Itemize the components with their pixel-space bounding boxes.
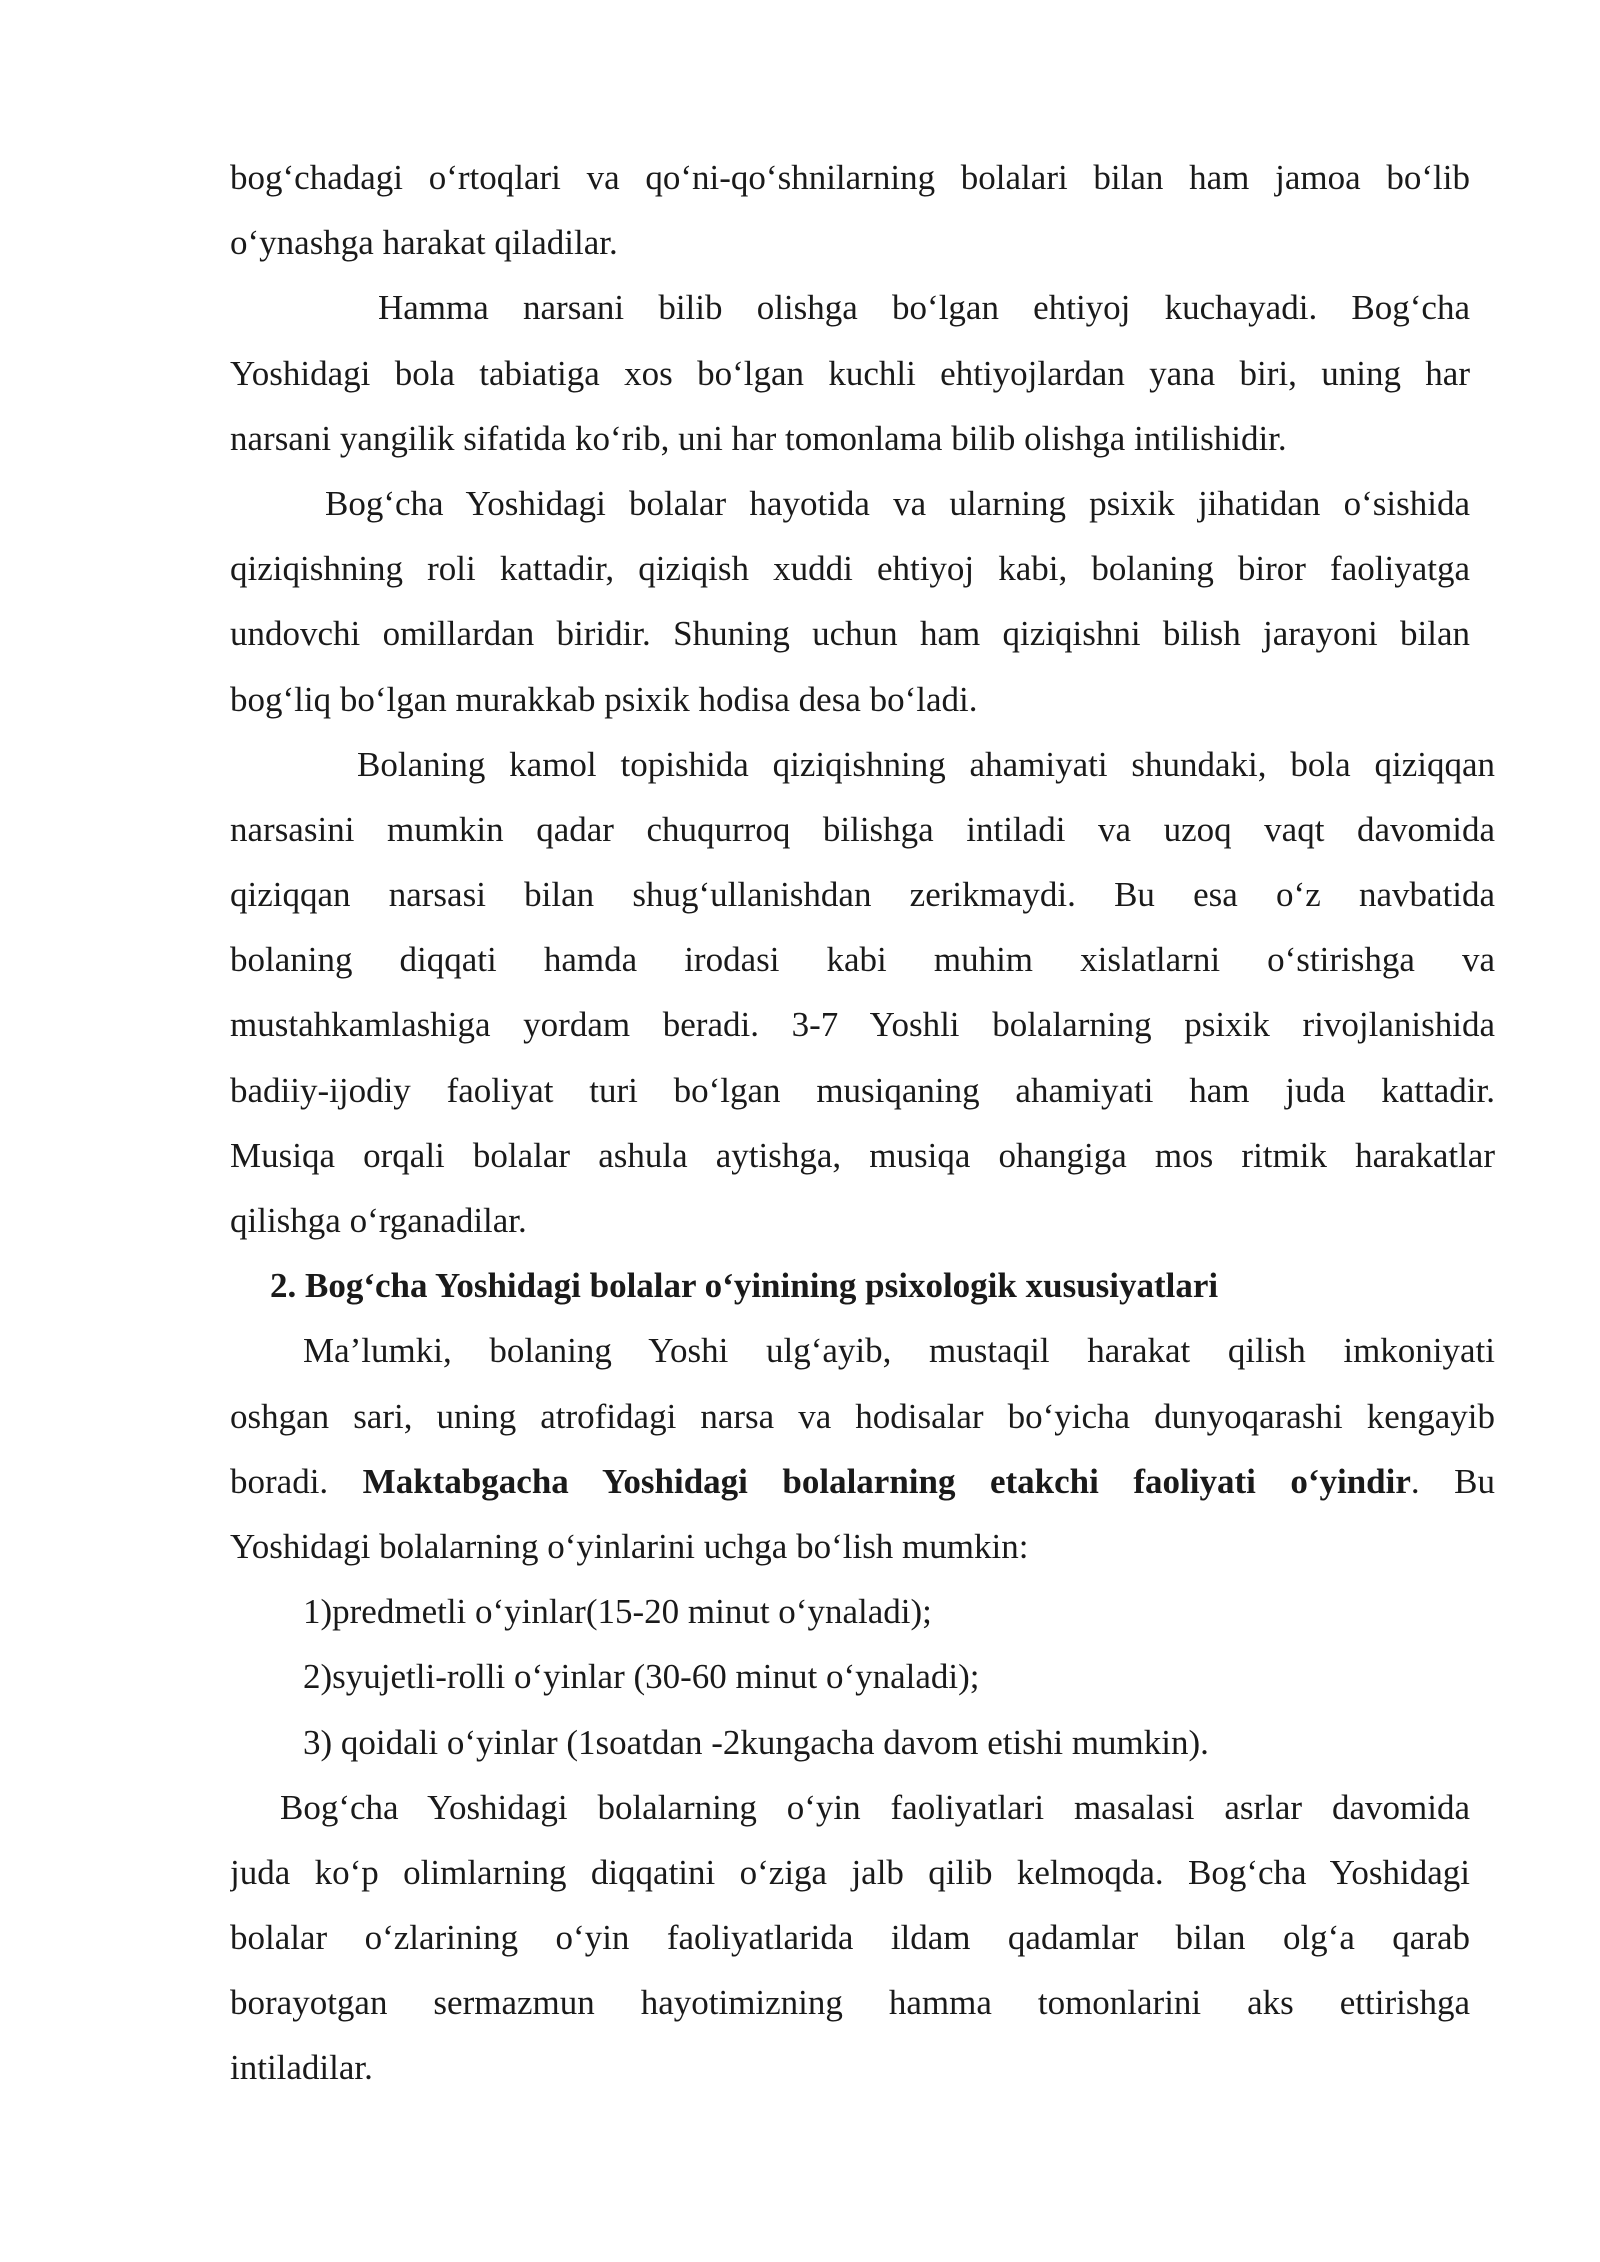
text-line: Yoshidagi bola tabiatiga xos bo‘lgan kuchli ehtiyojlardan yana biri, uning har bbox=[230, 353, 1470, 393]
document-page bbox=[230, 145, 1495, 2101]
text-line: narsasini mumkin qadar chuqurroq bilishga intiladi va uzoq vaqt davomida bbox=[230, 809, 1495, 849]
text-line: Bog‘cha Yoshidagi bolalar hayotida va ularning psixik jihatidan o‘sishida bbox=[325, 483, 1470, 523]
text-line: mustahkamlashiga yordam beradi. 3-7 Yoshli bolalarning psixik rivojlanishida bbox=[230, 1005, 1495, 1045]
text-line: o‘ynashga harakat qiladilar. bbox=[230, 223, 618, 263]
list-item: 1)predmetli o‘yinlar(15-20 minut o‘ynaladi); bbox=[303, 1592, 932, 1632]
text-line: Musiqa orqali bolalar ashula aytishga, musiqa ohangiga mos ritmik harakatlar bbox=[230, 1135, 1495, 1175]
text-line: Ma’lumki, bolaning Yoshi ulg‘ayib, mustaqil harakat qilish imkoniyati bbox=[303, 1331, 1495, 1371]
text-line: Bolaning kamol topishida qiziqishning ahamiyati shundaki, bola qiziqqan bbox=[357, 744, 1495, 784]
bold-phrase: Maktabgacha Yoshidagi bolalarning etakchi faoliyati o‘yindir bbox=[362, 1461, 1411, 1501]
text-line: Bog‘cha Yoshidagi bolalarning o‘yin faoliyatlari masalasi asrlar davomida bbox=[280, 1787, 1470, 1827]
list-item: 3) qoidali o‘yinlar (1soatdan -2kungacha davom etishi mumkin). bbox=[303, 1722, 1209, 1762]
text-line: qilishga o‘rganadilar. bbox=[230, 1201, 527, 1240]
text-line: bolaning diqqati hamda irodasi kabi muhim xislatlarni o‘stirishga va bbox=[230, 940, 1495, 980]
text-line: narsani yangilik sifatida ko‘rib, uni har tomonlama bilib olishga intilishidir. bbox=[230, 418, 1287, 458]
text-run: boradi. bbox=[230, 1461, 329, 1501]
text-run: . Bu bbox=[1410, 1461, 1495, 1501]
text-line: bolalar o‘zlarining o‘yin faoliyatlarida ildam qadamlar bilan olg‘a qarab bbox=[230, 1918, 1470, 1958]
text-line: qiziqqan narsasi bilan shug‘ullanishdan zerikmaydi. Bu esa o‘z navbatida bbox=[230, 875, 1495, 915]
text-line: bog‘liq bo‘lgan murakkab psixik hodisa desa bo‘ladi. bbox=[230, 679, 978, 719]
text-line bbox=[230, 1449, 1495, 1514]
text-line: bog‘chadagi o‘rtoqlari va qo‘ni-qo‘shnilarning bolalari bilan ham jamoa bo‘lib bbox=[230, 158, 1470, 197]
text-line: intiladilar. bbox=[230, 2048, 373, 2088]
text-line: juda ko‘p olimlarning diqqatini o‘ziga jalb qilib kelmoqda. Bog‘cha Yoshidagi bbox=[230, 1852, 1470, 1892]
text-line: badiiy-ijodiy faoliyat turi bo‘lgan musiqaning ahamiyati ham juda kattadir. bbox=[230, 1070, 1495, 1110]
text-line: oshgan sari, uning atrofidagi narsa va hodisalar bo‘yicha dunyoqarashi kengayib bbox=[230, 1396, 1495, 1436]
text-line: Yoshidagi bolalarning o‘yinlarini uchga bo‘lish mumkin: bbox=[230, 1526, 1029, 1566]
text-line: Hamma narsani bilib olishga bo‘lgan ehtiyoj kuchayadi. Bog‘cha bbox=[378, 288, 1470, 328]
section-heading: 2. Bog‘cha Yoshidagi bolalar o‘yinining psixologik xususiyatlari bbox=[270, 1266, 1219, 1306]
list-item: 2)syujetli-rolli o‘yinlar (30-60 minut o‘ynaladi); bbox=[303, 1657, 980, 1697]
text-line: undovchi omillardan biridir. Shuning uchun ham qiziqishni bilish jarayoni bilan bbox=[230, 614, 1470, 654]
text-line: qiziqishning roli kattadir, qiziqish xuddi ehtiyoj kabi, bolaning biror faoliyatga bbox=[230, 549, 1470, 589]
text-line: borayotgan sermazmun hayotimizning hamma tomonlarini aks ettirishga bbox=[230, 1983, 1470, 2023]
